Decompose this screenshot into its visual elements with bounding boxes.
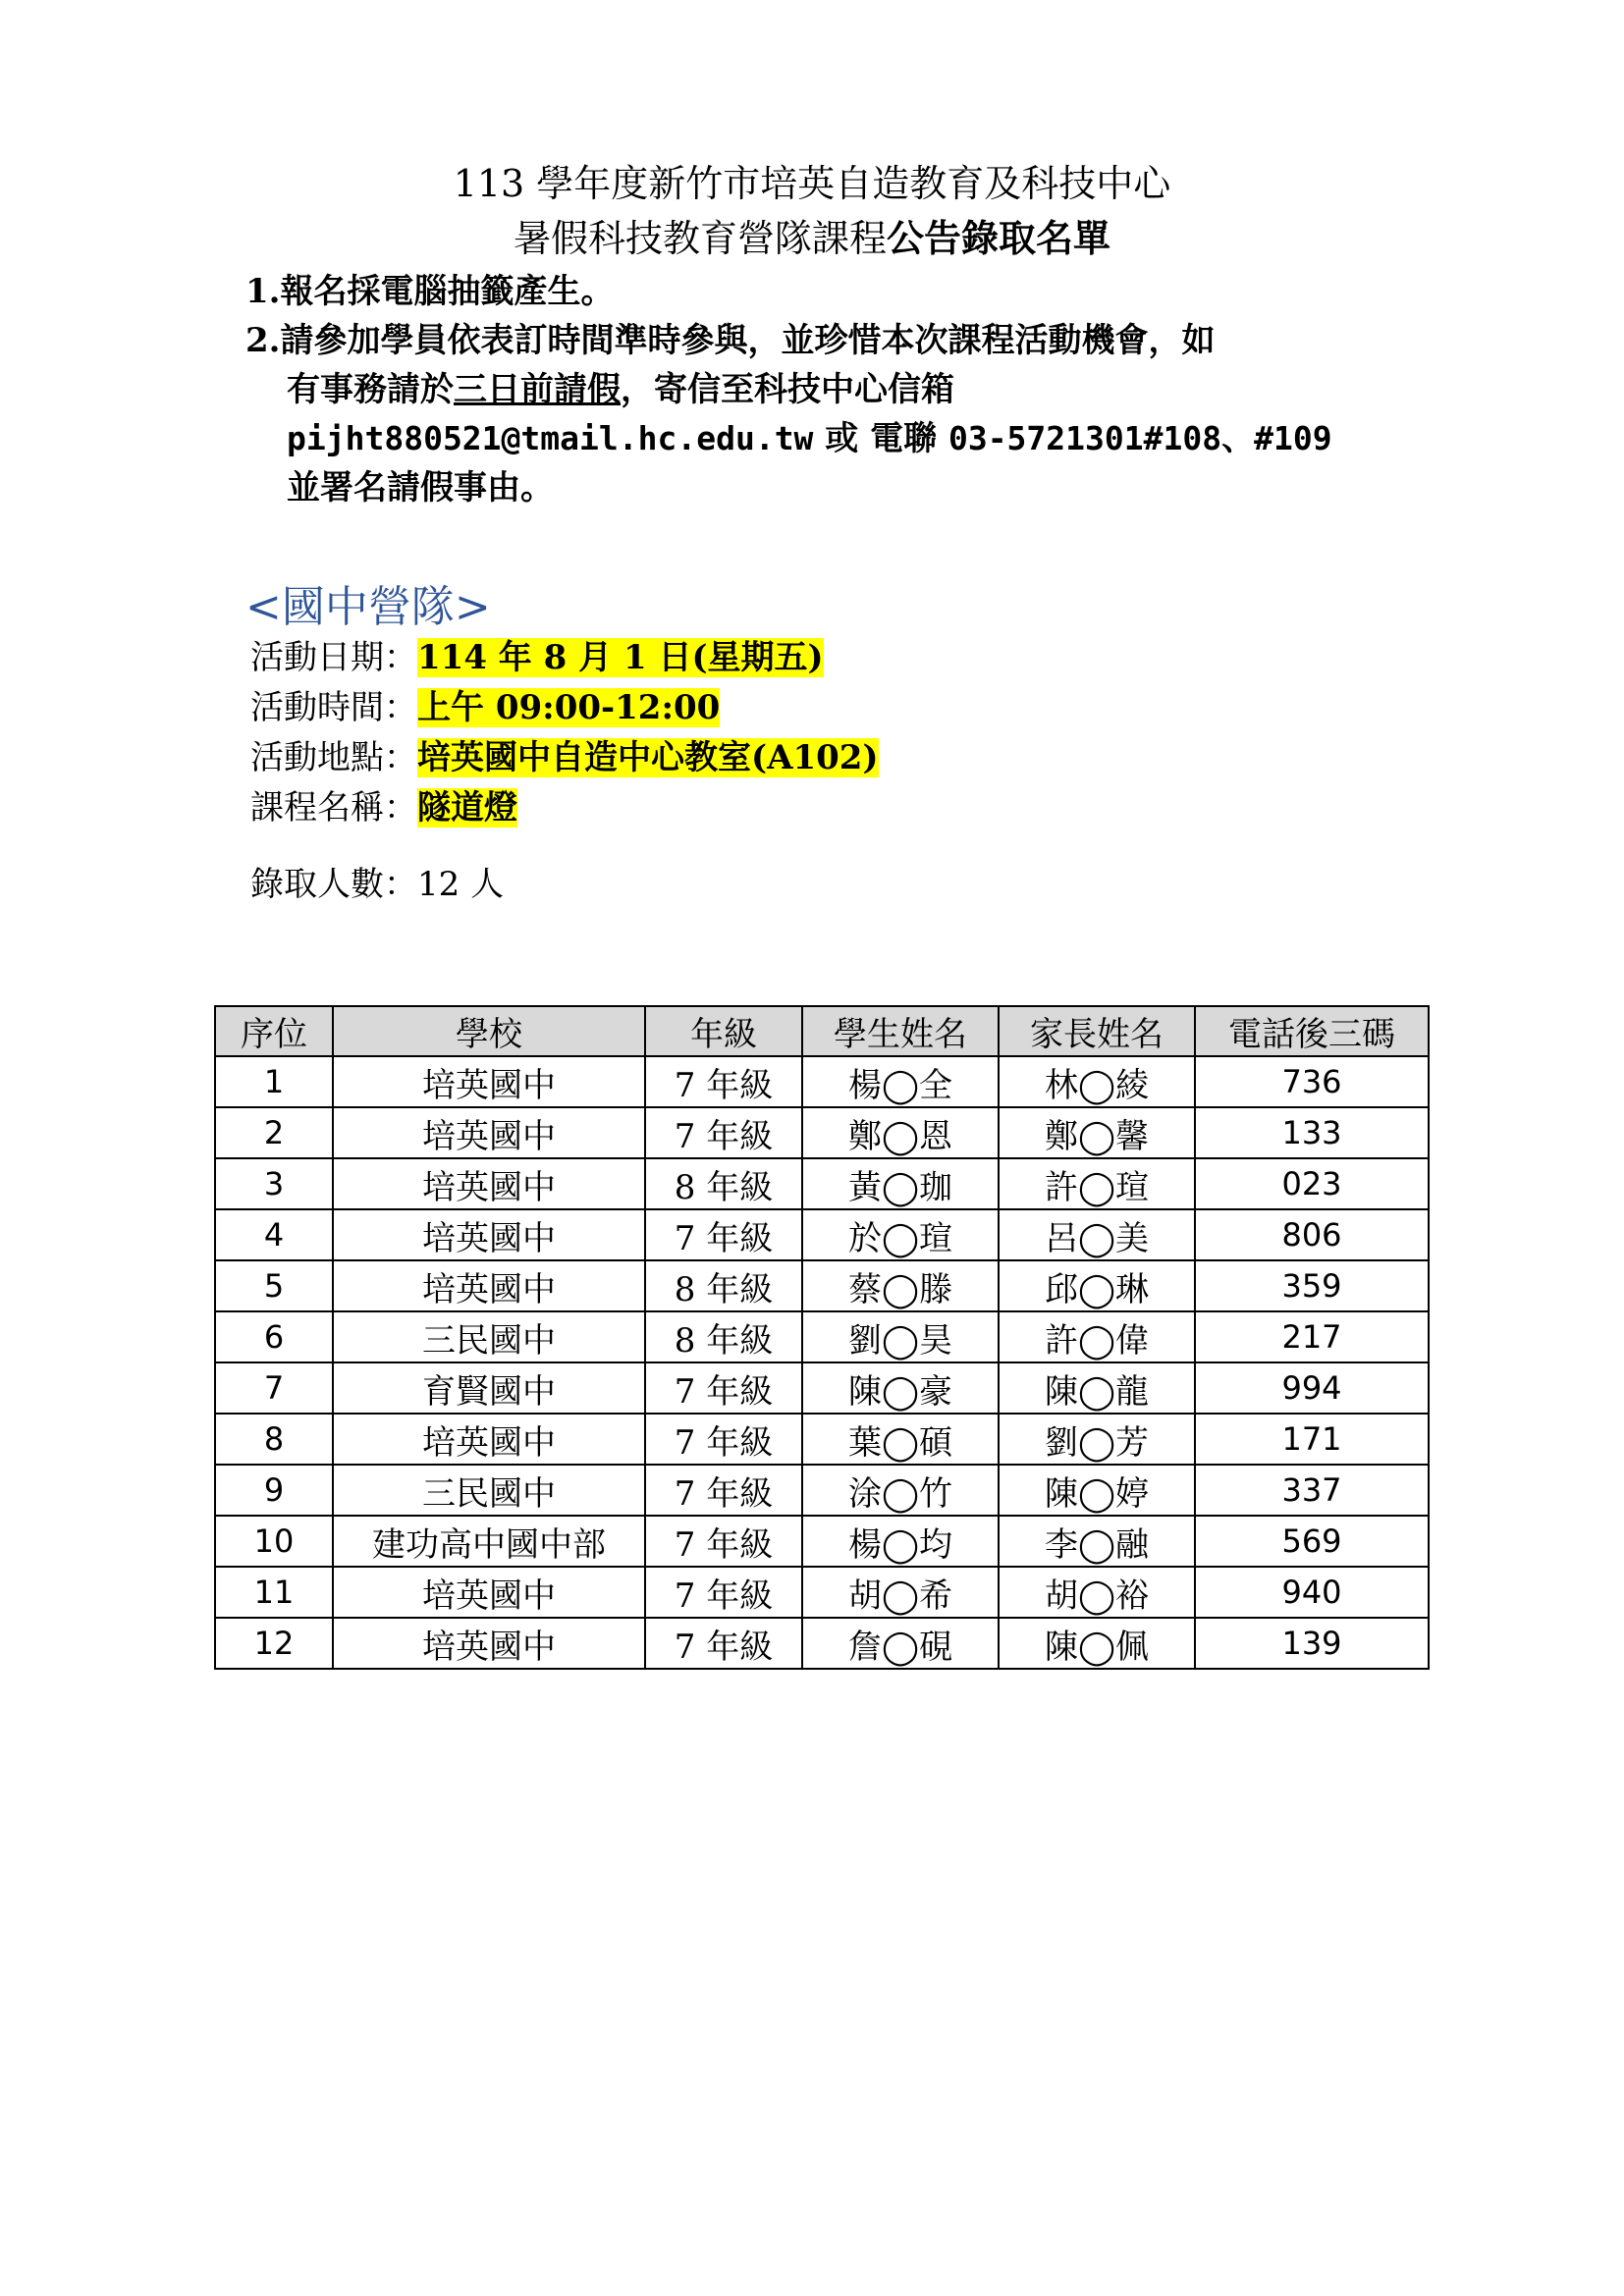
admission-table bbox=[214, 1005, 1430, 1670]
section-heading: <國中營隊> bbox=[245, 582, 491, 632]
cell-school: 培英國中 bbox=[333, 1107, 645, 1158]
cell-phone-last3: 139 bbox=[1195, 1618, 1429, 1669]
cell-index: 5 bbox=[215, 1260, 333, 1311]
cell-index: 10 bbox=[215, 1516, 333, 1567]
cell-grade: 7 年級 bbox=[645, 1056, 802, 1107]
table-row bbox=[215, 1567, 1429, 1618]
course-name-label: 課程名稱： bbox=[250, 788, 417, 828]
cell-grade: 7 年級 bbox=[645, 1618, 802, 1669]
cell-school: 培英國中 bbox=[333, 1209, 645, 1260]
note-2: 2.請參加學員依表訂時間準時參與，並珍惜本次課程活動機會，如 bbox=[245, 321, 1216, 360]
cell-student-name: 黃◯珈 bbox=[802, 1158, 999, 1209]
cell-index: 2 bbox=[215, 1107, 333, 1158]
cell-school: 培英國中 bbox=[333, 1567, 645, 1618]
cell-parent-name: 鄭◯馨 bbox=[999, 1107, 1195, 1158]
cell-parent-name: 陳◯佩 bbox=[999, 1618, 1195, 1669]
cell-index: 8 bbox=[215, 1414, 333, 1465]
title-line-2-regular: 暑假科技教育營隊課程 bbox=[513, 217, 887, 260]
activity-date-label: 活動日期： bbox=[250, 638, 417, 677]
cell-index: 12 bbox=[215, 1618, 333, 1669]
cell-student-name: 葉◯碩 bbox=[802, 1414, 999, 1465]
note-final: 並署名請假事由。 bbox=[287, 468, 554, 507]
table-row bbox=[215, 1107, 1429, 1158]
cell-school: 培英國中 bbox=[333, 1260, 645, 1311]
cell-phone-last3: 806 bbox=[1195, 1209, 1429, 1260]
cell-grade: 8 年級 bbox=[645, 1158, 802, 1209]
cell-grade: 7 年級 bbox=[645, 1209, 802, 1260]
cell-student-name: 楊◯全 bbox=[802, 1056, 999, 1107]
admitted-count-label: 錄取人數： bbox=[250, 865, 417, 904]
notes-block bbox=[245, 267, 1424, 512]
cell-school: 建功高中國中部 bbox=[333, 1516, 645, 1567]
admitted-count-value: 12 人 bbox=[417, 865, 505, 904]
table-row bbox=[215, 1362, 1429, 1414]
cell-parent-name: 呂◯美 bbox=[999, 1209, 1195, 1260]
cell-phone-last3: 133 bbox=[1195, 1107, 1429, 1158]
cell-school: 三民國中 bbox=[333, 1311, 645, 1362]
note-3-post: ，寄信至科技中心信箱 bbox=[621, 370, 954, 409]
note-3-pre: 有事務請於 bbox=[287, 370, 454, 409]
cell-grade: 7 年級 bbox=[645, 1516, 802, 1567]
title-line-2 bbox=[0, 211, 1624, 266]
cell-student-name: 楊◯均 bbox=[802, 1516, 999, 1567]
cell-student-name: 鄭◯恩 bbox=[802, 1107, 999, 1158]
cell-grade: 7 年級 bbox=[645, 1362, 802, 1414]
cell-phone-last3: 940 bbox=[1195, 1567, 1429, 1618]
header-grade: 年級 bbox=[645, 1006, 802, 1056]
cell-phone-last3: 217 bbox=[1195, 1311, 1429, 1362]
cell-parent-name: 林◯綾 bbox=[999, 1056, 1195, 1107]
activity-place-label: 活動地點： bbox=[250, 738, 417, 777]
title-line-2-bold: 公告錄取名單 bbox=[887, 216, 1111, 260]
cell-student-name: 詹◯硯 bbox=[802, 1618, 999, 1669]
header-parent-name: 家長姓名 bbox=[999, 1006, 1195, 1056]
cell-grade: 7 年級 bbox=[645, 1414, 802, 1465]
title-line-1: 113 學年度新竹市培英自造教育及科技中心 bbox=[453, 162, 1171, 205]
activity-time-value: 上午 09:00-12:00 bbox=[417, 688, 721, 727]
activity-time-row bbox=[250, 683, 879, 733]
cell-parent-name: 許◯偉 bbox=[999, 1311, 1195, 1362]
contact-email: pijht880521@tmail.hc.edu.tw bbox=[287, 419, 814, 457]
cell-phone-last3: 569 bbox=[1195, 1516, 1429, 1567]
note-1: 1.報名採電腦抽籤產生。 bbox=[245, 272, 615, 311]
cell-school: 三民國中 bbox=[333, 1465, 645, 1516]
activity-info bbox=[250, 633, 879, 833]
activity-place-value: 培英國中自造中心教室(A102) bbox=[417, 738, 879, 777]
cell-phone-last3: 171 bbox=[1195, 1414, 1429, 1465]
cell-index: 4 bbox=[215, 1209, 333, 1260]
table-row bbox=[215, 1260, 1429, 1311]
activity-time-label: 活動時間： bbox=[250, 688, 417, 727]
cell-grade: 7 年級 bbox=[645, 1567, 802, 1618]
contact-or: 或 電聯 bbox=[813, 419, 948, 458]
cell-school: 培英國中 bbox=[333, 1618, 645, 1669]
cell-phone-last3: 023 bbox=[1195, 1158, 1429, 1209]
cell-student-name: 陳◯豪 bbox=[802, 1362, 999, 1414]
header-phone-last3: 電話後三碼 bbox=[1195, 1006, 1429, 1056]
admitted-count-row bbox=[250, 857, 504, 905]
table-row bbox=[215, 1465, 1429, 1516]
cell-student-name: 涂◯竹 bbox=[802, 1465, 999, 1516]
cell-parent-name: 胡◯裕 bbox=[999, 1567, 1195, 1618]
cell-grade: 7 年級 bbox=[645, 1465, 802, 1516]
activity-place-row bbox=[250, 733, 879, 783]
table-row bbox=[215, 1158, 1429, 1209]
course-name-row bbox=[250, 783, 879, 833]
cell-school: 培英國中 bbox=[333, 1414, 645, 1465]
cell-phone-last3: 359 bbox=[1195, 1260, 1429, 1311]
cell-student-name: 於◯瑄 bbox=[802, 1209, 999, 1260]
cell-index: 11 bbox=[215, 1567, 333, 1618]
cell-school: 育賢國中 bbox=[333, 1362, 645, 1414]
table-body bbox=[215, 1056, 1429, 1669]
cell-school: 培英國中 bbox=[333, 1056, 645, 1107]
document-title bbox=[0, 157, 1624, 266]
table-row bbox=[215, 1516, 1429, 1567]
cell-parent-name: 邱◯琳 bbox=[999, 1260, 1195, 1311]
cell-grade: 8 年級 bbox=[645, 1311, 802, 1362]
cell-grade: 8 年級 bbox=[645, 1260, 802, 1311]
cell-phone-last3: 994 bbox=[1195, 1362, 1429, 1414]
note-contact-line bbox=[245, 414, 1424, 463]
table-row bbox=[215, 1056, 1429, 1107]
table-row bbox=[215, 1209, 1429, 1260]
table-row bbox=[215, 1414, 1429, 1465]
table-header-row bbox=[215, 1006, 1429, 1056]
cell-parent-name: 陳◯龍 bbox=[999, 1362, 1195, 1414]
header-school: 學校 bbox=[333, 1006, 645, 1056]
cell-student-name: 胡◯希 bbox=[802, 1567, 999, 1618]
cell-phone-last3: 337 bbox=[1195, 1465, 1429, 1516]
cell-grade: 7 年級 bbox=[645, 1107, 802, 1158]
cell-student-name: 劉◯昊 bbox=[802, 1311, 999, 1362]
course-name-value: 隧道燈 bbox=[417, 788, 517, 828]
contact-phone: 03-5721301#108、#109 bbox=[947, 419, 1332, 457]
cell-index: 9 bbox=[215, 1465, 333, 1516]
table-row bbox=[215, 1618, 1429, 1669]
header-student-name: 學生姓名 bbox=[802, 1006, 999, 1056]
note-2-continued bbox=[245, 365, 1424, 414]
cell-index: 1 bbox=[215, 1056, 333, 1107]
cell-parent-name: 陳◯婷 bbox=[999, 1465, 1195, 1516]
header-index: 序位 bbox=[215, 1006, 333, 1056]
activity-date-value: 114 年 8 月 1 日(星期五) bbox=[417, 638, 824, 677]
cell-parent-name: 李◯融 bbox=[999, 1516, 1195, 1567]
cell-student-name: 蔡◯滕 bbox=[802, 1260, 999, 1311]
note-3-deadline: 三日前請假 bbox=[454, 370, 621, 409]
cell-parent-name: 劉◯芳 bbox=[999, 1414, 1195, 1465]
activity-date-row bbox=[250, 633, 879, 683]
cell-school: 培英國中 bbox=[333, 1158, 645, 1209]
cell-phone-last3: 736 bbox=[1195, 1056, 1429, 1107]
table-row bbox=[215, 1311, 1429, 1362]
cell-index: 6 bbox=[215, 1311, 333, 1362]
cell-parent-name: 許◯瑄 bbox=[999, 1158, 1195, 1209]
cell-index: 3 bbox=[215, 1158, 333, 1209]
cell-index: 7 bbox=[215, 1362, 333, 1414]
